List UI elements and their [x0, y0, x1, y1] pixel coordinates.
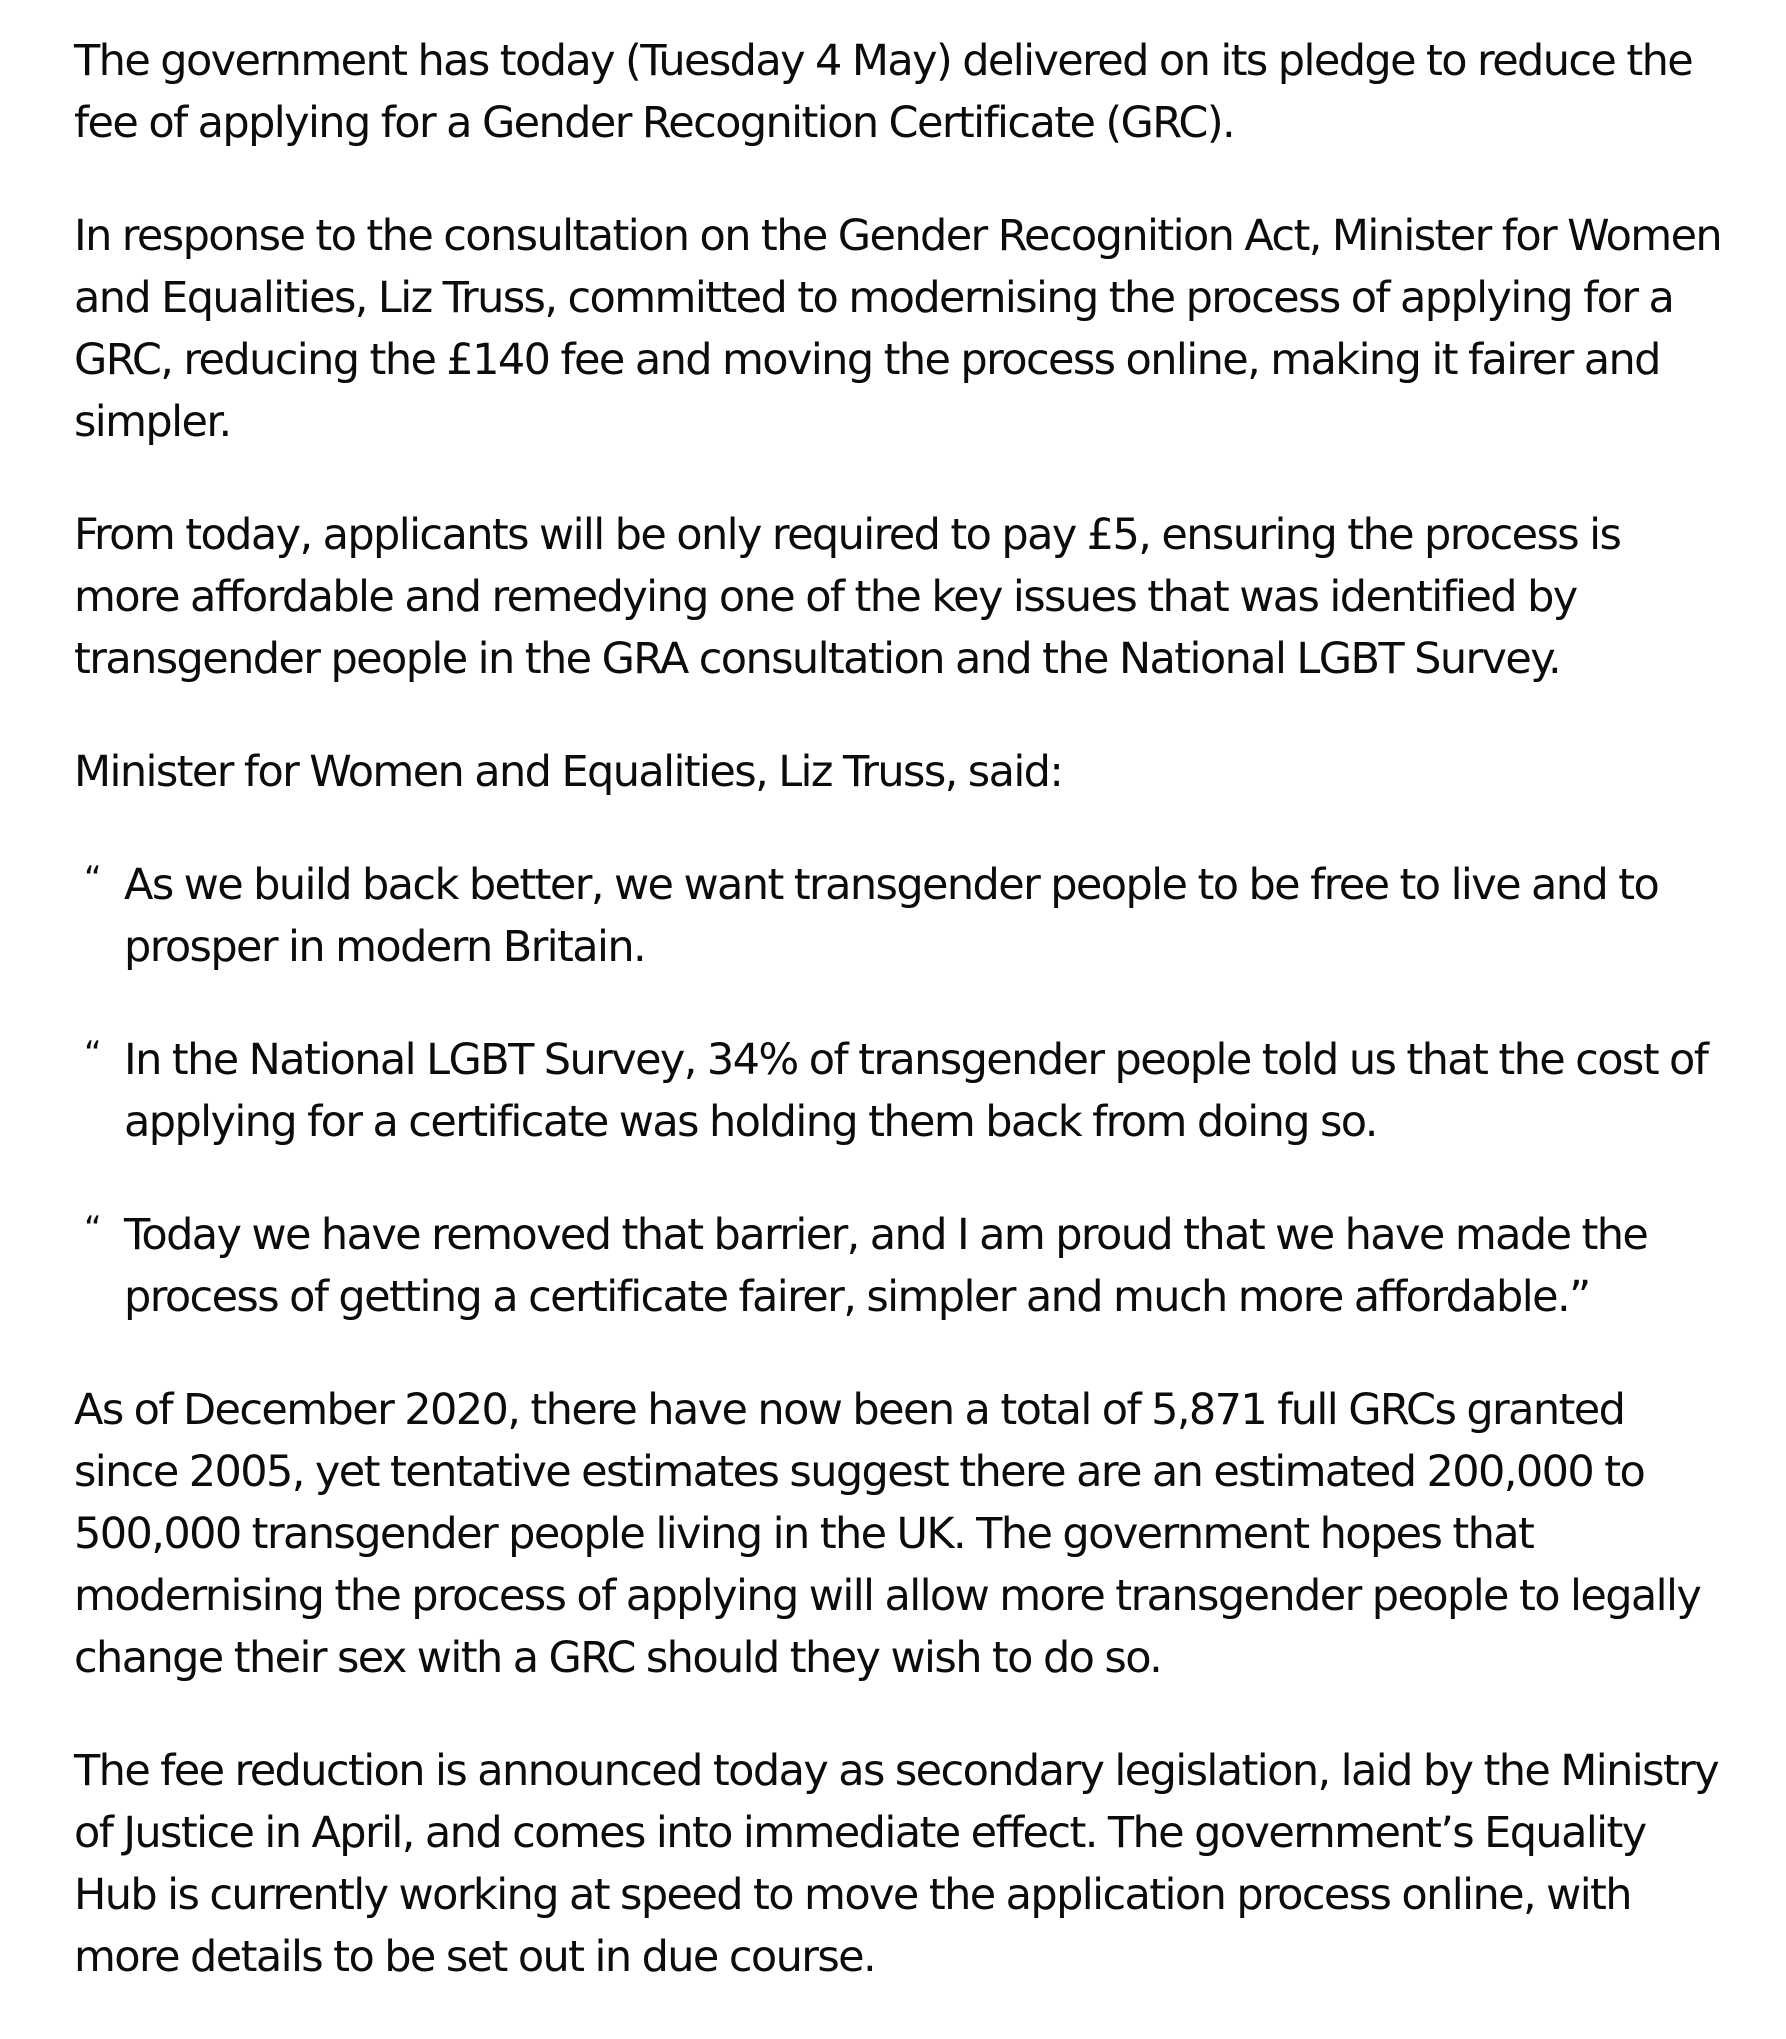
quote-attribution: Minister for Women and Equalities, Liz Truss, said:: [74, 747, 1063, 797]
paragraph-legislation: The fee reduction is announced today as secondary legislation, laid by the Ministry of Justice in April, and comes into immediate effect. The government’s Equality Hub is currently working at speed to move the application process online, with more details to be set out in due course.: [74, 1746, 1719, 1982]
quote-block: [74, 1029, 1734, 1153]
quote-mark-icon: “: [84, 859, 101, 899]
quote-mark-icon: “: [84, 1034, 101, 1074]
paragraph-intro: The government has today (Tuesday 4 May) delivered on its pledge to reduce the fee of applying for a Gender Recognition Certificate (GRC).: [74, 36, 1693, 148]
paragraph-fee: From today, applicants will be only required to pay £5, ensuring the process is more affordable and remedying one of the key issues that was identified by transgender people in the GRA consultation and the National LGBT Survey.: [74, 510, 1621, 684]
quote-block: [74, 854, 1734, 978]
quote-block: [74, 1204, 1734, 1328]
quote-text: In the National LGBT Survey, 34% of transgender people told us that the cost of applying for a certificate was holding them back from doing so.: [124, 1035, 1708, 1147]
paragraph-statistics: As of December 2020, there have now been a total of 5,871 full GRCs granted since 2005, yet tentative estimates suggest there are an estimated 200,000 to 500,000 transgender people living in the UK. The government hopes that modernising the process of applying will allow more transgender people to legally change their sex with a GRC should they wish to do so.: [74, 1385, 1701, 1683]
paragraph-consultation: In response to the consultation on the Gender Recognition Act, Minister for Women and Equalities, Liz Truss, committed to modernising the process of applying for a GRC, reducing the £140 fee and moving the process online, making it fairer and simpler.: [74, 211, 1722, 447]
quote-text: Today we have removed that barrier, and I am proud that we have made the process of getting a certificate fairer, simpler and much more affordable.”: [124, 1210, 1648, 1322]
quote-mark-icon: “: [84, 1209, 101, 1249]
article-body: [74, 30, 1734, 2039]
quote-text: As we build back better, we want transgender people to be free to live and to prosper in modern Britain.: [124, 860, 1659, 972]
